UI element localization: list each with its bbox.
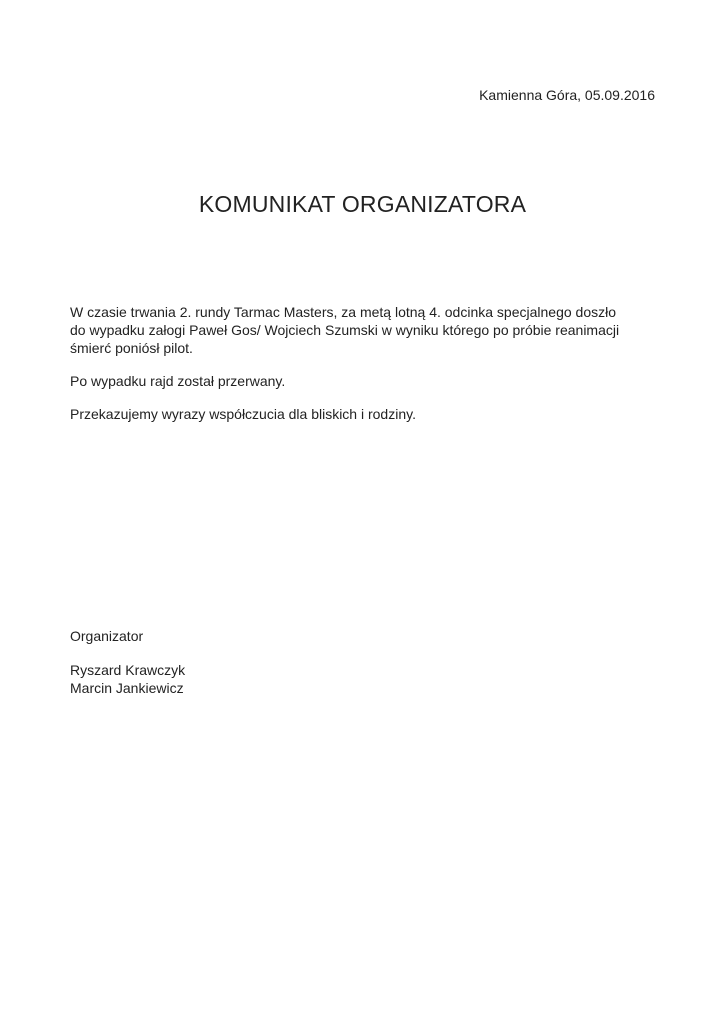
signatory-name: Marcin Jankiewicz [70,680,184,696]
signature-label: Organizator [70,628,144,644]
signatory-name: Ryszard Krawczyk [70,662,186,678]
paragraph-line: do wypadku załogi Paweł Gos/ Wojciech Szumski w wyniku którego po próbie reanimacji [70,322,620,338]
place-date: Kamienna Góra, 05.09.2016 [479,87,655,103]
paragraph-incident [70,303,660,357]
paragraph-line: śmierć poniósł pilot. [70,340,193,356]
paragraph-condolences: Przekazujemy wyrazy współczucia dla bliskich i rodziny. [70,406,416,422]
paragraph-rally-stopped: Po wypadku rajd został przerwany. [70,373,286,389]
signatories [70,661,660,697]
paragraph-line: W czasie trwania 2. rundy Tarmac Masters, za metą lotną 4. odcinka specjalnego doszło [70,304,616,320]
page-title: KOMUNIKAT ORGANIZATORA [198,191,527,217]
